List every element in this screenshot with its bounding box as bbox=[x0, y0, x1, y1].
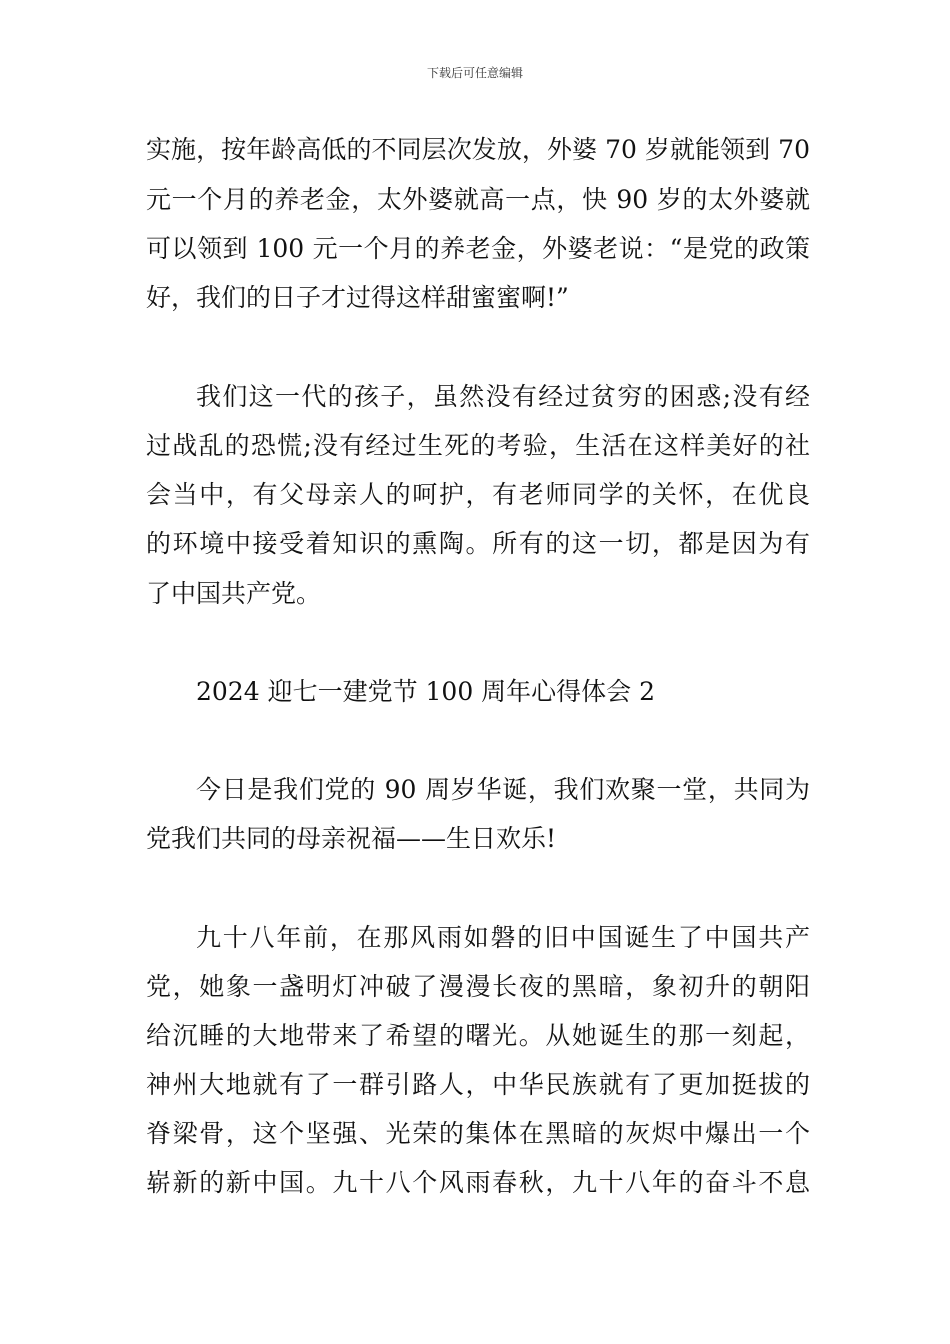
paragraph-2-line-3: 会当中，有父母亲人的呵护，有老师同学的关怀，在优良 bbox=[146, 480, 810, 509]
paragraph-3-line-2: 党我们共同的母亲祝福——生日欢乐! bbox=[146, 824, 557, 853]
paragraph-1-line-4: 好，我们的日子才过得这样甜蜜蜜啊!” bbox=[146, 283, 569, 312]
paragraph-2-line-5: 了中国共产党。 bbox=[146, 579, 322, 608]
paragraph-1-line-2: 元一个月的养老金，太外婆就高一点，快 90 岁的太外婆就 bbox=[146, 185, 810, 214]
paragraph-4-line-4: 神州大地就有了一群引路人，中华民族就有了更加挺拔的 bbox=[146, 1070, 810, 1099]
paragraph-4-line-2: 党，她象一盏明灯冲破了漫漫长夜的黑暗，象初升的朝阳 bbox=[146, 972, 810, 1001]
paragraph-2-line-1: 我们这一代的孩子，虽然没有经过贫穷的困惑;没有经 bbox=[196, 382, 810, 411]
paragraph-2-line-4: 的环境中接受着知识的熏陶。所有的这一切，都是因为有 bbox=[146, 529, 810, 558]
page-header: 下载后可任意编辑 bbox=[426, 66, 523, 80]
paragraph-3-line-1: 今日是我们党的 90 周岁华诞，我们欢聚一堂，共同为 bbox=[196, 775, 810, 804]
paragraph-4-line-3: 给沉睡的大地带来了希望的曙光。从她诞生的那一刻起， bbox=[146, 1021, 810, 1050]
paragraph-4-line-6: 崭新的新中国。九十八个风雨春秋，九十八年的奋斗不息 bbox=[146, 1168, 810, 1197]
paragraph-4-line-1: 九十八年前，在那风雨如磐的旧中国诞生了中国共产 bbox=[196, 923, 810, 952]
paragraph-4-line-5: 脊梁骨，这个坚强、光荣的集体在黑暗的灰烬中爆出一个 bbox=[146, 1119, 810, 1148]
paragraph-1-line-1: 实施，按年龄高低的不同层次发放，外婆 70 岁就能领到 70 bbox=[146, 135, 810, 164]
paragraph-1-line-3: 可以领到 100 元一个月的养老金，外婆老说：“是党的政策 bbox=[146, 234, 810, 263]
paragraph-2-line-2: 过战乱的恐慌;没有经过生死的考验，生活在这样美好的社 bbox=[146, 431, 810, 460]
section-heading: 2024 迎七一建党节 100 周年心得体会 2 bbox=[196, 677, 656, 706]
